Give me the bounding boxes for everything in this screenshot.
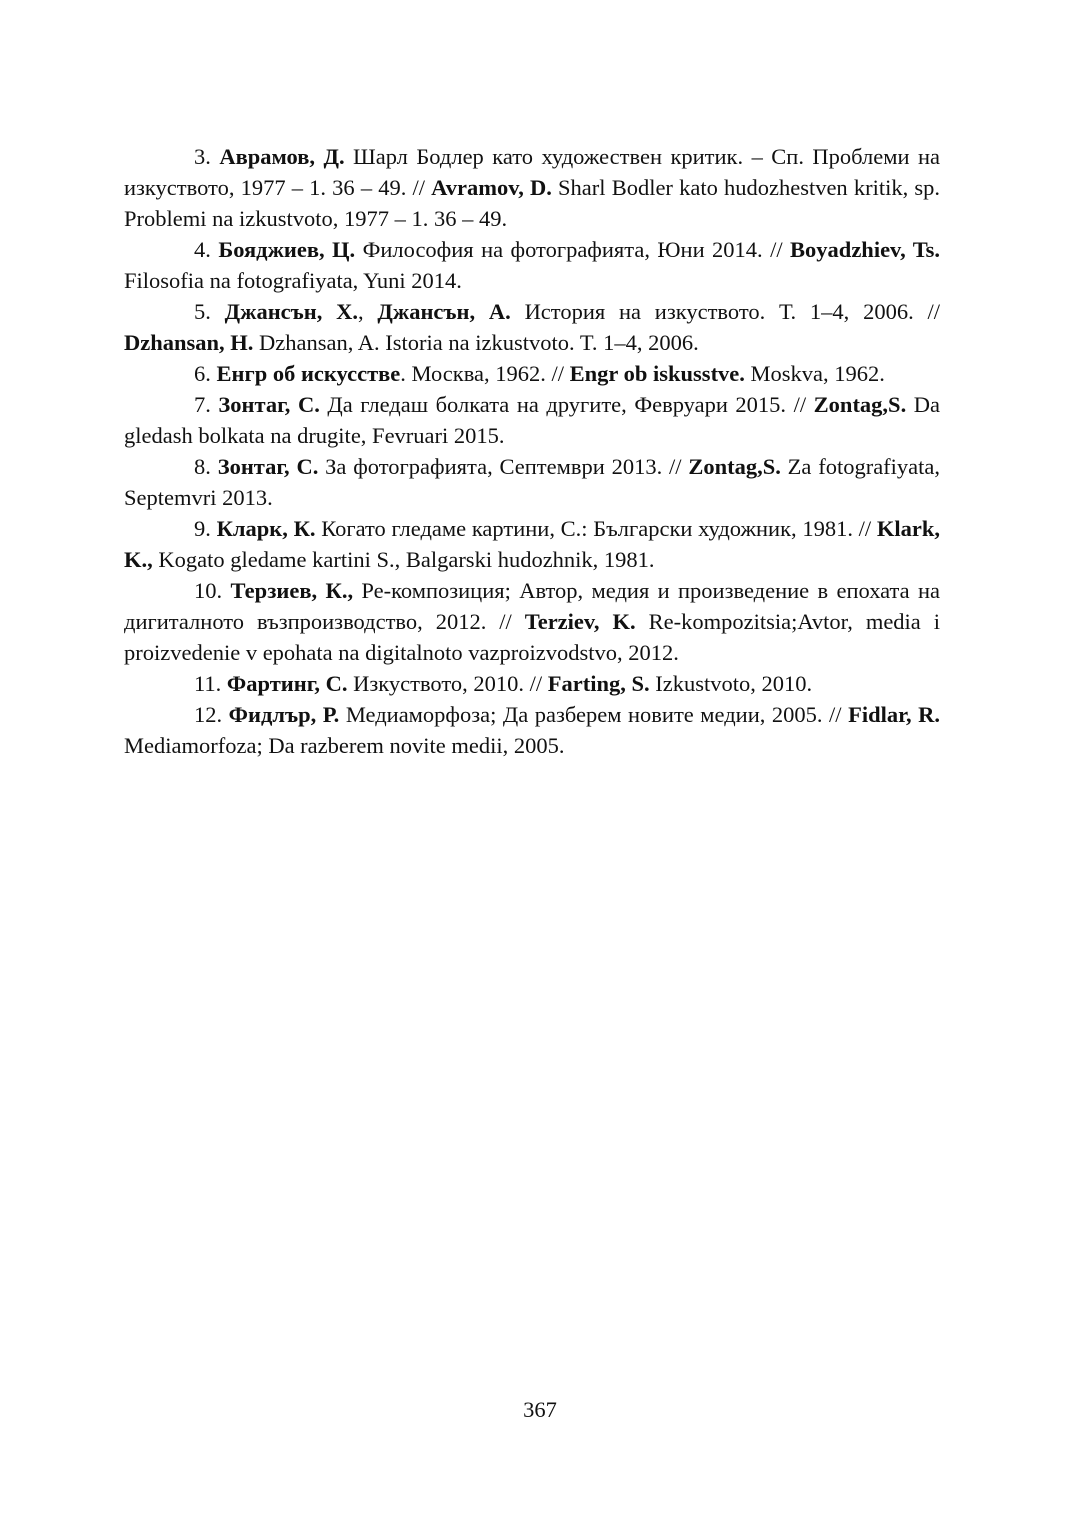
reference-number: 6. <box>194 361 211 386</box>
reference-item-10 <box>124 575 940 668</box>
reference-text-lat: Za fotografiyata, Septemvri 2013. <box>124 454 941 510</box>
reference-item-9 <box>124 513 940 575</box>
reference-author-bg: Енгр об искусстве <box>216 361 401 386</box>
reference-text-bg: Ре-композиция; Автор, медия и произведение в епохата на дигиталното възпроизводство, 2012. // <box>124 578 941 634</box>
reference-text-lat: Da gledash bolkata na drugite, Fevruari 2015. <box>124 392 940 448</box>
reference-text-lat: Sharl Bodler kato hudozhestven kritik, sp. Problemi na izkustvoto, 1977 – 1. 36 – 49. <box>124 175 940 231</box>
reference-author-bg-second: Джансън, А. <box>377 299 511 324</box>
reference-author-lat: Terziev, K. <box>524 609 636 634</box>
reference-author-bg: Бояджиев, Ц. <box>218 237 356 262</box>
reference-text-bg: . Москва, 1962. // <box>400 361 565 386</box>
reference-text-lat: Dzhansan, A. Istoria na izkustvoto. T. 1–4, 2006. <box>259 330 699 355</box>
reference-author-lat: Dzhansan, H. <box>124 330 254 355</box>
reference-number: 7. <box>194 392 211 417</box>
reference-separator: , <box>358 299 364 324</box>
reference-text-bg: За фотографията, Септември 2013. // <box>325 454 682 479</box>
reference-text-lat: Kogato gledame kartini S., Balgarski hudozhnik, 1981. <box>158 547 655 572</box>
reference-text-bg: Когато гледаме картини, С.: Български художник, 1981. // <box>321 516 872 541</box>
reference-text-bg: Да гледаш болката на другите, Февруари 2015. // <box>327 392 807 417</box>
reference-text-lat: Moskva, 1962. <box>750 361 885 386</box>
reference-text-lat: Izkustvoto, 2010. <box>655 671 813 696</box>
reference-text-bg: Шарл Бодлер като художествен критик. – Сп. Проблеми на изкуството, 1977 – 1. 36 – 49. // <box>124 144 941 200</box>
reference-item-6 <box>124 358 940 389</box>
reference-author-bg: Кларк, К. <box>216 516 316 541</box>
reference-text-bg: Изкуството, 2010. // <box>353 671 543 696</box>
reference-author-lat: Zontag,S. <box>813 392 907 417</box>
reference-item-3 <box>124 141 940 234</box>
reference-number: 5. <box>194 299 211 324</box>
reference-item-7 <box>124 389 940 451</box>
reference-number: 10. <box>194 578 223 603</box>
reference-number: 11. <box>194 671 222 696</box>
reference-item-11 <box>124 668 940 699</box>
page-number: 367 <box>523 1397 557 1422</box>
reference-text-lat: Re-kompozitsia;Avtor, media i proizvedenie v epohata na digitalnoto vazproizvodstvo, 2012. <box>124 609 941 665</box>
reference-author-lat: Boyadzhiev, Ts. <box>790 237 941 262</box>
reference-text-lat: Mediamorfoza; Da razberem novite medii, 2005. <box>124 733 565 758</box>
reference-number: 3. <box>194 144 211 169</box>
reference-author-lat: Zontag,S. <box>688 454 781 479</box>
reference-item-12 <box>124 699 940 761</box>
reference-item-4 <box>124 234 940 296</box>
reference-number: 12. <box>194 702 223 727</box>
reference-author-bg: Джансън, Х. <box>224 299 359 324</box>
reference-item-5 <box>124 296 940 358</box>
reference-author-bg: Аврамов, Д. <box>219 144 345 169</box>
reference-author-lat: Avramov, D. <box>431 175 552 200</box>
reference-author-lat: Fidlar, R. <box>848 702 941 727</box>
reference-author-bg: Зонтаг, С. <box>217 454 319 479</box>
reference-author-bg: Терзиев, К., <box>230 578 354 603</box>
reference-list <box>124 141 940 761</box>
reference-author-bg: Фидлър, Р. <box>228 702 340 727</box>
reference-number: 9. <box>194 516 211 541</box>
reference-author-bg: Фартинг, С. <box>226 671 348 696</box>
reference-author-lat: Klark, K., <box>124 516 941 572</box>
reference-text-bg: Медиаморфоза; Да разберем новите медии, 2005. // <box>345 702 842 727</box>
reference-item-8 <box>124 451 940 513</box>
reference-number: 8. <box>194 454 211 479</box>
reference-author-lat: Farting, S. <box>547 671 650 696</box>
reference-author-bg: Зонтаг, С. <box>218 392 320 417</box>
reference-author-lat: Engr ob iskusstve. <box>569 361 745 386</box>
reference-text-lat: Filosofia na fotografiyata, Yuni 2014. <box>124 268 462 293</box>
reference-number: 4. <box>194 237 211 262</box>
reference-text-bg: Философия на фотографията, Юни 2014. // <box>362 237 783 262</box>
reference-text-bg: История на изкуството. Т. 1–4, 2006. // <box>524 299 940 324</box>
